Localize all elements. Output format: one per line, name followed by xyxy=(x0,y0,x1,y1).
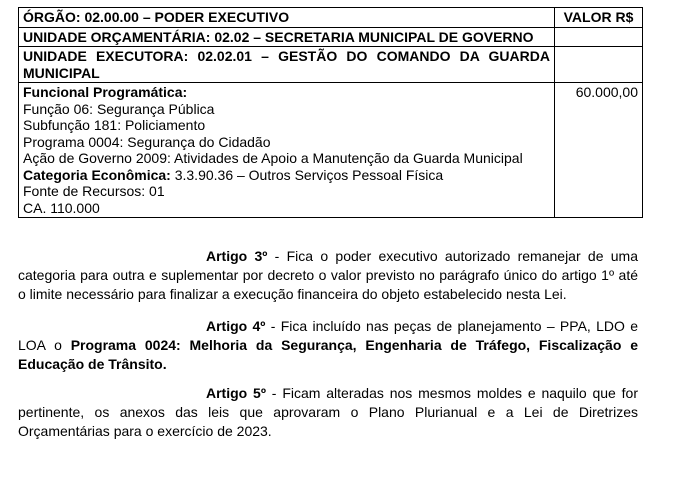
artigo-4-paragraph xyxy=(18,317,638,374)
artigo-5-title: Artigo 5º xyxy=(206,385,266,401)
table-row xyxy=(19,27,643,47)
categoria-value: 3.3.90.36 – Outros Serviços Pessoal Física xyxy=(170,166,444,183)
empty-value-cell xyxy=(555,27,643,47)
artigo-4-text: - Fica incluído nas peças de planejamento – PPA, LDO e LOA o xyxy=(18,318,638,353)
valor-amount-cell: 60.000,00 xyxy=(555,83,643,218)
unidade-executora-cell: UNIDADE EXECUTORA: 02.02.01 – GESTÃO DO COMANDO DA GUARDA MUNICIPAL xyxy=(19,47,555,83)
table-row xyxy=(19,8,643,28)
ca-line: CA. 110.000 xyxy=(23,199,100,216)
categoria-label: Categoria Econômica: xyxy=(23,166,171,183)
fonte-line: Fonte de Recursos: 01 xyxy=(23,183,165,199)
unidade-orcamentaria-cell: UNIDADE ORÇAMENTÁRIA: 02.02 – SECRETARIA MUNICIPAL DE GOVERNO xyxy=(19,27,555,47)
programa-line: Programa 0004: Segurança do Cidadão xyxy=(23,133,271,150)
funcao-line: Função 06: Segurança Pública xyxy=(23,100,215,117)
artigo-3-paragraph xyxy=(18,247,638,304)
valor-header-cell: VALOR R$ xyxy=(555,8,643,28)
budget-table xyxy=(18,7,643,218)
funcional-programatica-cell xyxy=(19,83,555,218)
artigo-4-title: Artigo 4º xyxy=(206,318,266,334)
funcional-label: Funcional Programática: xyxy=(23,84,188,100)
table-row xyxy=(19,47,643,83)
acao-line: Ação de Governo 2009: Atividades de Apoio a Manutenção da Guarda Municipal xyxy=(23,150,523,166)
artigo-5-text: - Ficam alteradas nos mesmos moldes e naquilo que for pertinente, os anexos das leis que aprovaram o Plano Plurianual e a Lei de Diretrizes Orçamentárias para o exercício de 2023. xyxy=(18,385,638,439)
table-row xyxy=(19,83,643,218)
artigo-3-text: - Fica o poder executivo autorizado remanejar de uma categoria para outra e suplementar por decreto o valor previsto no parágrafo único do artigo 1º até o limite necessário para finalizar a execução financeira do objeto estabelecido nesta Lei. xyxy=(18,248,638,302)
empty-value-cell xyxy=(555,47,643,83)
artigo-4-programa: Programa 0024: Melhoria da Segurança, Engenharia de Tráfego, Fiscalização e Educação de Trânsito. xyxy=(18,337,638,372)
subfuncao-line: Subfunção 181: Policiamento xyxy=(23,117,206,133)
artigo-5-paragraph xyxy=(18,384,638,441)
orgao-cell: ÓRGÃO: 02.00.00 – PODER EXECUTIVO xyxy=(19,8,555,28)
artigo-3-title: Artigo 3º xyxy=(206,248,268,264)
categoria-line xyxy=(23,167,550,184)
